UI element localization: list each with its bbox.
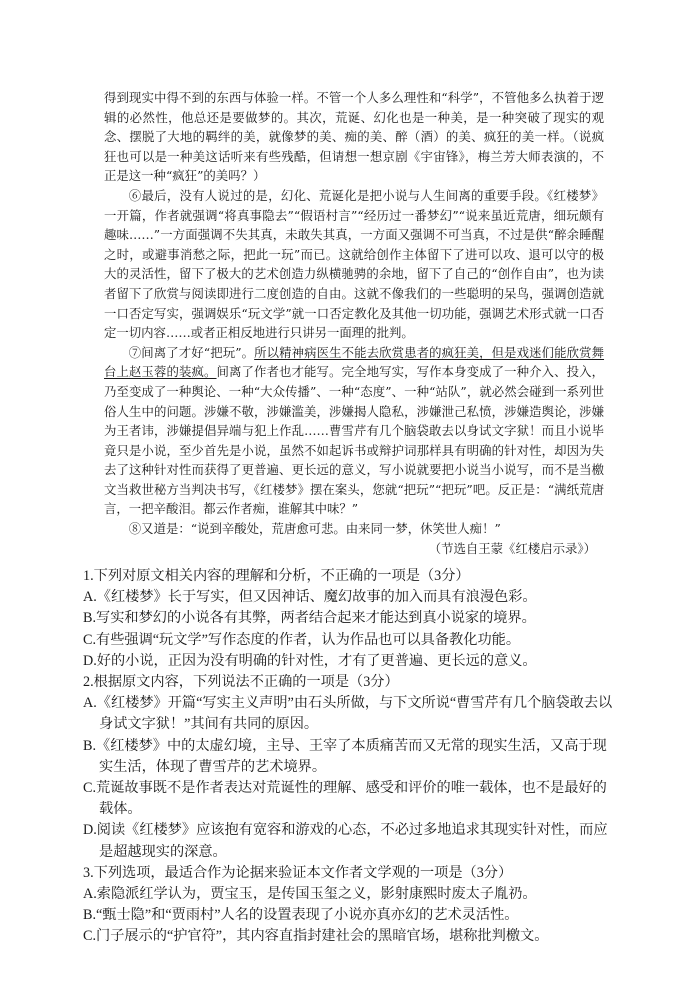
option-d: D.阅读《红楼梦》应该抱有宽容和游戏的心态，不必过多地追求其现实针对性，而应是超越现实的深意。 xyxy=(83,822,608,860)
reading-passage xyxy=(104,88,604,558)
option-c: C.荒诞故事既不是作者表达对荒诞性的理解、感受和评价的唯一载体，也不是最好的载体。 xyxy=(83,780,607,818)
passage-paragraph-7 xyxy=(104,343,604,519)
option-b: B.“甄士隐”和“贾雨村”人名的设置表现了小说亦真亦幻的艺术灵活性。 xyxy=(83,907,519,924)
option-c: C.门子展示的“护官符”，其内容直指封建社会的黑暗官场，堪称批判檄文。 xyxy=(83,928,549,945)
paragraph-7-body: 间离了作者也才能写。完全地写实，写作本身变成了一种介入、投入，乃至变成了一种舆论、一种“大众传播”、一种“态度”、一种“站队”，就必然会碰到一系列世俗人生中的问题。涉嫌不敬，涉嫌滥美，涉嫌揭人隐私，涉嫌泄己私愤，涉嫌造舆论，涉嫌为王者讳，涉嫌提倡异端与犯上作乱……曹雪芹有几个脑袋敢去以身试文字狱！而且小说毕竟只是小说，至少首先是小说，虽然不如起诉书或辩护词那样具有明确的针对性，却因为失去了这种针对性而获得了更普遍、更长远的意义，写小说就要把小说当小说写，而不是当檄文当救世秘方当判决书写，《红楼梦》摆在案头，您就“把玩”“把玩”吧。反正是：“满纸荒唐言，一把辛酸泪。都云作者痴，谁解其中味？” xyxy=(104,364,605,517)
passage-paragraph-6: ⑥最后，没有人说过的是，幻化、荒诞化是把小说与人生间离的重要手段。《红楼梦》一开篇，作者就强调“将真事隐去”“假语村言”“经历过一番梦幻”“说来虽近荒唐，细玩颇有趣味……”一方面强调不失其真，未敢失其真，一方面又强调不可当真，不过是供“醉余睡醒之时，或避事消愁之际，把此一玩”而已。这就给创作主体留下了进可以攻、退可以守的极大的灵活性，留下了极大的艺术创造力纵横驰骋的余地，留下了自己的“创作自由”，也为读者留下了欣赏与阅读即进行二度创造的自由。这就不像我们的一些聪明的呆鸟，强调创造就一口否定写实，强调娱乐“玩文学”就一口否定教化及其他一切功能，强调艺术形式就一口否定一切内容……或者正相反地进行只讲另一面理的批判。 xyxy=(104,187,604,341)
option-b: B.《红楼梦》中的太虚幻境，主导、王宰了本质痛苦而又无常的现实生活，又高于现实生活，体现了曹雪芹的艺术境界。 xyxy=(83,737,607,775)
passage-paragraph-intro: 得到现实中得不到的东西与体验一样。不管一个人多么理性和“科学”，不管他多么执着于逻辑的必然性，他总还是要做梦的。其次，荒诞、幻化也是一种美，是一种突破了现实的观念、摆脱了大地的羁绊的美，就像梦的美、痴的美、醉（酒）的美、疯狂的美一样。（说疯狂也可以是一种美这话听来有些残酷，但请想一想京剧《宇宙锋》，梅兰芳大师表演的，不正是这一种“疯狂”的美吗？） xyxy=(104,90,604,184)
question-section xyxy=(83,566,615,948)
option-b: B.写实和梦幻的小说各有其弊，两者结合起来才能达到真小说家的境界。 xyxy=(83,610,536,627)
paragraph-7-lead: ⑦间离了才好“把玩”。 xyxy=(128,344,255,360)
passage-source: （节选自王蒙《红楼启示录》） xyxy=(428,540,596,556)
option-d: D.好的小说，正因为没有明确的针对性，才有了更普遍、更长远的意义。 xyxy=(83,652,537,669)
question-1 xyxy=(83,566,615,672)
underlined-sentence: 所以精神病医生不能去欣赏患者的疯狂美，但是戏迷们能欣赏舞台上赵玉蓉的装疯。 xyxy=(104,344,605,380)
question-stem: 1.下列对原文相关内容的理解和分析，不正确的一项是（3分） xyxy=(83,568,470,584)
question-stem: 3.下列选项，最适合作为论据来验证本文作者文学观的一项是（3分） xyxy=(83,864,513,881)
option-a: A.索隐派红学认为，贾宝玉，是传国玉玺之义，影射康熙时废太子胤礽。 xyxy=(83,886,537,903)
option-a: A.《红楼梦》开篇“写实主义声明”由石头所做，与下文所说“曹雪芹有几个脑袋敢去以身试文字狱！”其间有共同的原因。 xyxy=(83,695,613,733)
passage-paragraph-8: ⑧又道是：“说到辛酸处，荒唐愈可悲。由来同一梦，休笑世人痴！” xyxy=(128,521,501,537)
question-3 xyxy=(83,863,615,948)
question-2 xyxy=(83,672,615,863)
question-stem: 2.根据原文内容，下列说法不正确的一项是（3分） xyxy=(83,674,399,691)
option-a: A.《红楼梦》长于写实，但又因神话、魔幻故事的加入而具有浪漫色彩。 xyxy=(83,589,537,606)
option-c: C.有些强调“玩文学”写作态度的作者，认为作品也可以具备教化功能。 xyxy=(83,631,521,648)
